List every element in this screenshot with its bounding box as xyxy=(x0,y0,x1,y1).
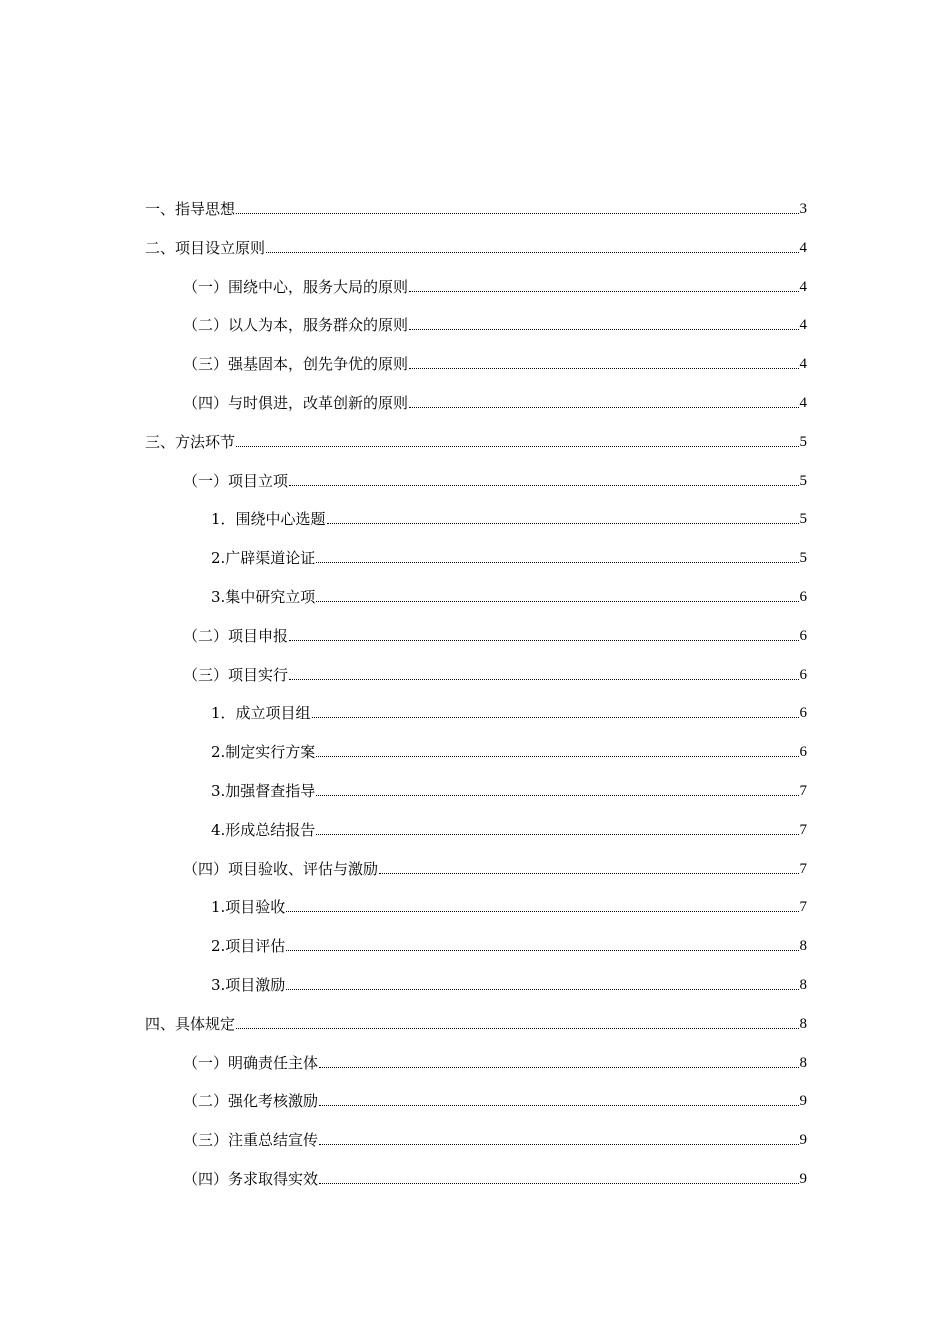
dot-leader xyxy=(319,1105,798,1106)
toc-entry-page-number: 7 xyxy=(799,783,807,799)
toc-entry-line xyxy=(183,1053,807,1073)
toc-entry[interactable] xyxy=(0,1167,950,1189)
toc-entry[interactable] xyxy=(0,818,950,840)
toc-entry[interactable] xyxy=(0,740,950,762)
toc-entry[interactable] xyxy=(0,701,950,723)
toc-entry-page-number: 6 xyxy=(799,705,807,721)
toc-entry-line xyxy=(211,820,807,840)
toc-entry[interactable] xyxy=(0,352,950,374)
toc-entry[interactable] xyxy=(0,236,950,258)
toc-entry-page-number: 4 xyxy=(799,356,807,372)
toc-entry-title: 2.广辟渠道论证 xyxy=(211,549,316,567)
dot-leader xyxy=(236,1028,798,1029)
toc-entry-page-number: 9 xyxy=(799,1132,807,1148)
toc-entry-title: （二）项目申报 xyxy=(183,627,289,645)
dot-leader xyxy=(319,1183,798,1184)
toc-entry-page-number: 4 xyxy=(799,279,807,295)
toc-entry-page-number: 5 xyxy=(799,434,807,450)
dot-leader xyxy=(316,601,798,602)
toc-entry-title: 二、项目设立原则 xyxy=(145,239,266,257)
toc-entry-title: （三）注重总结宣传 xyxy=(183,1131,319,1149)
toc-entry-title: 2.制定实行方案 xyxy=(211,743,316,761)
toc-entry-page-number: 4 xyxy=(799,240,807,256)
toc-entry-page-number: 5 xyxy=(799,473,807,489)
toc-entry[interactable] xyxy=(0,585,950,607)
toc-entry[interactable] xyxy=(0,857,950,879)
toc-entry-page-number: 9 xyxy=(799,1171,807,1187)
toc-entry-page-number: 6 xyxy=(799,667,807,683)
toc-entry[interactable] xyxy=(0,275,950,297)
toc-entry-title: 3.集中研究立项 xyxy=(211,588,316,606)
toc-entry[interactable] xyxy=(0,1089,950,1111)
toc-entry-page-number: 5 xyxy=(799,511,807,527)
toc-entry[interactable] xyxy=(0,779,950,801)
toc-entry-line xyxy=(211,975,807,995)
dot-leader xyxy=(379,873,798,874)
toc-entry[interactable] xyxy=(0,313,950,335)
toc-entry-line xyxy=(211,587,807,607)
dot-leader xyxy=(409,407,798,408)
toc-entry-page-number: 3 xyxy=(799,201,807,217)
toc-entry-line xyxy=(145,199,807,219)
dot-leader xyxy=(289,679,798,680)
toc-entry-title: （一）围绕中心，服务大局的原则 xyxy=(183,278,409,296)
toc-entry-title: （四）务求取得实效 xyxy=(183,1170,319,1188)
toc-entry-line xyxy=(211,509,807,529)
toc-entry-title: （四）项目验收、评估与激励 xyxy=(183,860,379,878)
toc-entry-page-number: 6 xyxy=(799,628,807,644)
toc-entry-line xyxy=(145,238,807,258)
toc-entry[interactable] xyxy=(0,1012,950,1034)
toc-entry[interactable] xyxy=(0,469,950,491)
toc-entry-line xyxy=(183,665,807,685)
dot-leader xyxy=(236,446,798,447)
toc-entry-line xyxy=(183,626,807,646)
toc-entry-title: 3.项目激励 xyxy=(211,976,286,994)
toc-entry-page-number: 6 xyxy=(799,744,807,760)
toc-entry[interactable] xyxy=(0,973,950,995)
toc-entry-title: 一、指导思想 xyxy=(145,200,236,218)
dot-leader xyxy=(409,329,798,330)
toc-entry-line xyxy=(183,1130,807,1150)
toc-entry-title: 1．围绕中心选题 xyxy=(211,510,326,528)
toc-entry-page-number: 7 xyxy=(799,822,807,838)
toc-entry[interactable] xyxy=(0,507,950,529)
dot-leader xyxy=(316,795,798,796)
toc-entry[interactable] xyxy=(0,391,950,413)
dot-leader xyxy=(312,717,799,718)
dot-leader xyxy=(319,1067,798,1068)
toc-entry-page-number: 8 xyxy=(799,1055,807,1071)
toc-entry-line xyxy=(211,548,807,568)
toc-entry-page-number: 4 xyxy=(799,395,807,411)
toc-entry-line xyxy=(183,1091,807,1111)
dot-leader xyxy=(236,213,798,214)
toc-entry-line xyxy=(183,315,807,335)
dot-leader xyxy=(316,834,798,835)
toc-entry-page-number: 8 xyxy=(799,938,807,954)
toc-entry-title: 1.项目验收 xyxy=(211,898,286,916)
toc-entry-page-number: 8 xyxy=(799,1016,807,1032)
toc-entry-line xyxy=(183,471,807,491)
toc-entry-page-number: 4 xyxy=(799,317,807,333)
toc-entry-title: 2.项目评估 xyxy=(211,937,286,955)
dot-leader xyxy=(409,291,798,292)
dot-leader xyxy=(289,640,798,641)
toc-entry-line xyxy=(211,703,807,723)
toc-entry[interactable] xyxy=(0,430,950,452)
toc-entry-title: （二）强化考核激励 xyxy=(183,1092,319,1110)
toc-entry-title: 1．成立项目组 xyxy=(211,704,311,722)
toc-entry-title: （一）明确责任主体 xyxy=(183,1054,319,1072)
toc-entry-page-number: 7 xyxy=(799,861,807,877)
dot-leader xyxy=(319,1144,798,1145)
toc-entry-title: 四、具体规定 xyxy=(145,1015,236,1033)
toc-entry[interactable] xyxy=(0,546,950,568)
toc-entry-line xyxy=(183,859,807,879)
toc-entry-page-number: 5 xyxy=(799,550,807,566)
dot-leader xyxy=(286,989,798,990)
toc-entry-line xyxy=(183,1169,807,1189)
toc-entry-page-number: 6 xyxy=(799,589,807,605)
toc-entry[interactable] xyxy=(0,663,950,685)
toc-entry[interactable] xyxy=(0,1051,950,1073)
toc-entry[interactable] xyxy=(0,197,950,219)
toc-entry-line xyxy=(183,277,807,297)
dot-leader xyxy=(289,485,798,486)
toc-entry-line xyxy=(211,781,807,801)
dot-leader xyxy=(266,252,798,253)
toc-entry-title: 三、方法环节 xyxy=(145,433,236,451)
toc-entry-line xyxy=(211,936,807,956)
toc-entry-line xyxy=(183,354,807,374)
toc-entry-line xyxy=(145,432,807,452)
dot-leader xyxy=(316,562,798,563)
toc-entry-page-number: 9 xyxy=(799,1093,807,1109)
toc-entry[interactable] xyxy=(0,934,950,956)
toc-entry-line xyxy=(211,742,807,762)
toc-entry-title: （三）强基固本，创先争优的原则 xyxy=(183,355,409,373)
toc-entry-title: （四）与时俱进，改革创新的原则 xyxy=(183,394,409,412)
toc-entry-title: （二）以人为本，服务群众的原则 xyxy=(183,316,409,334)
toc-entry-title: （一）项目立项 xyxy=(183,472,289,490)
dot-leader xyxy=(409,368,798,369)
dot-leader xyxy=(286,911,798,912)
toc-entry-title: 3.加强督查指导 xyxy=(211,782,316,800)
toc-entry[interactable] xyxy=(0,1128,950,1150)
toc-entry-line xyxy=(183,393,807,413)
toc-entry-page-number: 7 xyxy=(799,899,807,915)
toc-entry[interactable] xyxy=(0,624,950,646)
toc-entry-line xyxy=(211,897,807,917)
toc-entry[interactable] xyxy=(0,895,950,917)
toc-entry-title: 4.形成总结报告 xyxy=(211,821,316,839)
dot-leader xyxy=(327,523,799,524)
toc-entry-page-number: 8 xyxy=(799,977,807,993)
dot-leader xyxy=(316,756,798,757)
dot-leader xyxy=(286,950,798,951)
toc-entry-title: （三）项目实行 xyxy=(183,666,289,684)
toc-entry-line xyxy=(145,1014,807,1034)
